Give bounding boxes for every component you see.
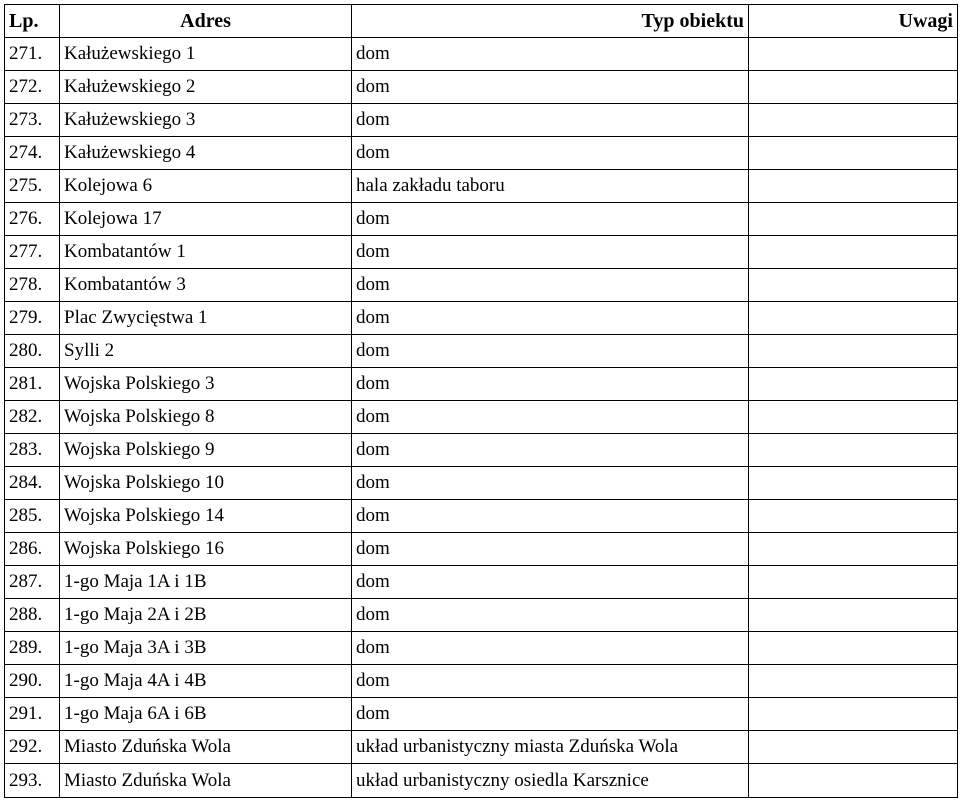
cell-adres: Plac Zwycięstwa 1 [60, 302, 352, 335]
cell-typ-obiektu: dom [352, 302, 749, 335]
table-row [5, 500, 958, 533]
cell-adres: 1-go Maja 3A i 3B [60, 632, 352, 665]
cell-lp: 271. [5, 38, 60, 71]
table-row [5, 533, 958, 566]
table-row [5, 698, 958, 731]
cell-typ-obiektu: dom [352, 401, 749, 434]
cell-typ-obiektu: dom [352, 104, 749, 137]
header-uwagi: Uwagi [749, 5, 958, 38]
cell-lp: 287. [5, 566, 60, 599]
cell-adres: Kałużewskiego 2 [60, 71, 352, 104]
cell-typ-obiektu: dom [352, 71, 749, 104]
table-row [5, 731, 958, 764]
table-row [5, 170, 958, 203]
table-row [5, 203, 958, 236]
monument-registry-table [4, 4, 958, 798]
cell-typ-obiektu: dom [352, 335, 749, 368]
cell-lp: 274. [5, 137, 60, 170]
cell-typ-obiektu: dom [352, 566, 749, 599]
table-row [5, 401, 958, 434]
cell-uwagi [749, 599, 958, 632]
cell-lp: 289. [5, 632, 60, 665]
cell-typ-obiektu: dom [352, 665, 749, 698]
cell-lp: 290. [5, 665, 60, 698]
cell-typ-obiektu: dom [352, 698, 749, 731]
cell-typ-obiektu: dom [352, 203, 749, 236]
cell-typ-obiektu: hala zakładu taboru [352, 170, 749, 203]
table-row [5, 38, 958, 71]
cell-uwagi [749, 269, 958, 302]
cell-lp: 277. [5, 236, 60, 269]
cell-uwagi [749, 434, 958, 467]
cell-lp: 288. [5, 599, 60, 632]
cell-lp: 275. [5, 170, 60, 203]
cell-lp: 282. [5, 401, 60, 434]
cell-lp: 293. [5, 764, 60, 798]
table-row [5, 137, 958, 170]
cell-typ-obiektu: układ urbanistyczny miasta Zduńska Wola [352, 731, 749, 764]
table-row [5, 368, 958, 401]
header-typ-obiektu: Typ obiektu [352, 5, 749, 38]
table-row [5, 269, 958, 302]
cell-typ-obiektu: dom [352, 632, 749, 665]
cell-typ-obiektu: dom [352, 269, 749, 302]
cell-lp: 279. [5, 302, 60, 335]
cell-lp: 273. [5, 104, 60, 137]
cell-adres: Sylli 2 [60, 335, 352, 368]
cell-uwagi [749, 533, 958, 566]
cell-lp: 285. [5, 500, 60, 533]
table-row [5, 632, 958, 665]
table-row [5, 566, 958, 599]
cell-typ-obiektu: układ urbanistyczny osiedla Karsznice [352, 764, 749, 798]
cell-uwagi [749, 71, 958, 104]
cell-adres: Wojska Polskiego 9 [60, 434, 352, 467]
cell-uwagi [749, 302, 958, 335]
cell-typ-obiektu: dom [352, 236, 749, 269]
table-row [5, 665, 958, 698]
cell-uwagi [749, 632, 958, 665]
cell-uwagi [749, 467, 958, 500]
cell-adres: Kałużewskiego 1 [60, 38, 352, 71]
cell-lp: 286. [5, 533, 60, 566]
cell-adres: Kombatantów 1 [60, 236, 352, 269]
cell-uwagi [749, 698, 958, 731]
cell-lp: 276. [5, 203, 60, 236]
cell-lp: 292. [5, 731, 60, 764]
table-row [5, 764, 958, 798]
cell-uwagi [749, 368, 958, 401]
cell-adres: Kolejowa 17 [60, 203, 352, 236]
cell-uwagi [749, 401, 958, 434]
table-row [5, 236, 958, 269]
table-row [5, 104, 958, 137]
table-row [5, 71, 958, 104]
cell-lp: 281. [5, 368, 60, 401]
cell-uwagi [749, 764, 958, 798]
cell-adres: Wojska Polskiego 16 [60, 533, 352, 566]
header-row [5, 5, 958, 38]
cell-lp: 291. [5, 698, 60, 731]
cell-adres: Kombatantów 3 [60, 269, 352, 302]
cell-lp: 284. [5, 467, 60, 500]
cell-uwagi [749, 203, 958, 236]
cell-uwagi [749, 335, 958, 368]
cell-adres: 1-go Maja 1A i 1B [60, 566, 352, 599]
cell-adres: 1-go Maja 6A i 6B [60, 698, 352, 731]
cell-uwagi [749, 38, 958, 71]
table-row [5, 302, 958, 335]
table-body [5, 38, 958, 798]
cell-typ-obiektu: dom [352, 467, 749, 500]
cell-adres: Kałużewskiego 3 [60, 104, 352, 137]
cell-adres: Wojska Polskiego 8 [60, 401, 352, 434]
cell-adres: Miasto Zduńska Wola [60, 731, 352, 764]
cell-adres: Miasto Zduńska Wola [60, 764, 352, 798]
cell-typ-obiektu: dom [352, 500, 749, 533]
cell-lp: 278. [5, 269, 60, 302]
cell-uwagi [749, 104, 958, 137]
header-adres: Adres [60, 5, 352, 38]
cell-uwagi [749, 665, 958, 698]
cell-adres: 1-go Maja 4A i 4B [60, 665, 352, 698]
cell-adres: Wojska Polskiego 14 [60, 500, 352, 533]
table-row [5, 434, 958, 467]
cell-adres: Kałużewskiego 4 [60, 137, 352, 170]
cell-uwagi [749, 731, 958, 764]
cell-lp: 280. [5, 335, 60, 368]
table-header [5, 5, 958, 38]
cell-adres: 1-go Maja 2A i 2B [60, 599, 352, 632]
cell-lp: 283. [5, 434, 60, 467]
cell-uwagi [749, 500, 958, 533]
table-row [5, 599, 958, 632]
cell-uwagi [749, 236, 958, 269]
cell-typ-obiektu: dom [352, 599, 749, 632]
cell-uwagi [749, 170, 958, 203]
cell-typ-obiektu: dom [352, 368, 749, 401]
cell-uwagi [749, 566, 958, 599]
cell-adres: Wojska Polskiego 3 [60, 368, 352, 401]
cell-typ-obiektu: dom [352, 38, 749, 71]
cell-adres: Kolejowa 6 [60, 170, 352, 203]
cell-adres: Wojska Polskiego 10 [60, 467, 352, 500]
cell-lp: 272. [5, 71, 60, 104]
cell-typ-obiektu: dom [352, 434, 749, 467]
table-row [5, 467, 958, 500]
header-lp: Lp. [5, 5, 60, 38]
cell-typ-obiektu: dom [352, 533, 749, 566]
table-row [5, 335, 958, 368]
cell-uwagi [749, 137, 958, 170]
cell-typ-obiektu: dom [352, 137, 749, 170]
